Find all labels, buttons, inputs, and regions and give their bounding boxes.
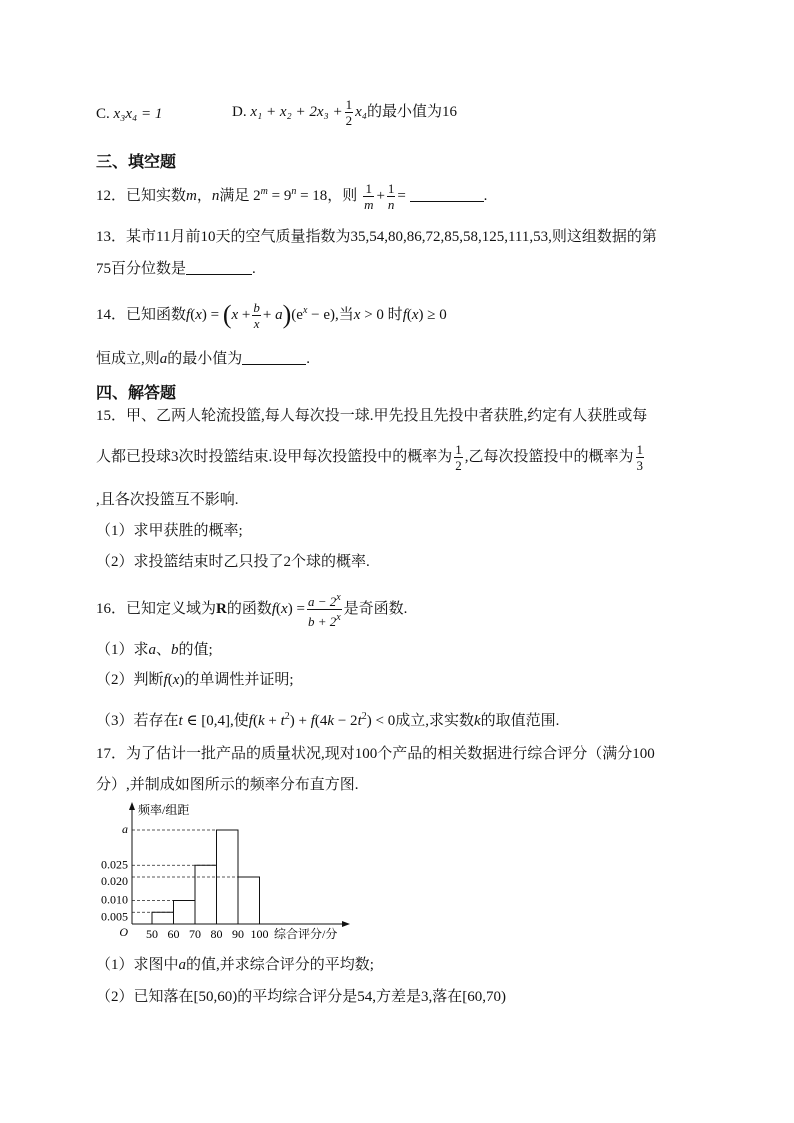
x-tick-label-80: 80 <box>210 927 223 941</box>
question-16-sub2: （2）判断f(x)的单调性并证明; <box>96 672 294 688</box>
section-title-fill-blank: 三、填空题 <box>96 154 177 171</box>
question-17-sub2: （2）已知落在[50,60)的平均综合评分是54,方差是3,落在[60,70) <box>96 989 507 1005</box>
question-15-line3: ,且各次投篮互不影响. <box>96 492 239 508</box>
x-axis-title: 综合评分/分 <box>274 927 338 941</box>
question-17-line2: 分）,并制成如图所示的频率分布直方图. <box>96 777 359 793</box>
fraction-half: $\frac{1}{2}$ <box>345 97 353 128</box>
x-tick-label-90: 90 <box>232 927 244 941</box>
question-16-sub1: （1）求a、b的值; <box>96 642 213 658</box>
y-tick-label-0.005: 0.005 <box>101 909 128 924</box>
question-13-line2: 75百分位数是 . <box>96 261 256 277</box>
histogram-bar-[70,80) <box>195 865 217 924</box>
question-15-sub2: （2）求投篮结束时乙只投了2个球的概率. <box>96 554 370 570</box>
question-15-sub1: （1）求甲获胜的概率; <box>96 523 243 539</box>
question-15-line2: 人都已投球3次时投篮结束.设甲每次投篮投中的概率为 $\frac{1}{2}$ ,乙每次投篮投中的概率为 $\frac{1}{3}$ <box>96 442 644 473</box>
section-title-answers: 四、解答题 <box>96 385 177 402</box>
question-16-line1: 16．已知定义域为R的函数f(x) = $\frac{a - 2^x}{b + 2^x}$ 是奇函数. <box>96 592 408 629</box>
answer-blank-13[interactable] <box>186 260 252 275</box>
histogram-bar-[50,60) <box>152 912 174 924</box>
x-axis-arrow <box>342 921 350 927</box>
histogram-bar-[90,100] <box>238 877 260 924</box>
fraction-one-third: $\frac{1}{3}$ <box>636 442 644 473</box>
answer-blank-14[interactable] <box>242 350 306 365</box>
x-tick-label-100: 100 <box>250 927 269 941</box>
x-tick-label-60: 60 <box>167 927 180 941</box>
question-15-line1: 15．甲、乙两人轮流投篮,每人每次投一球.甲先投且先投中者获胜,约定有人获胜或每 <box>96 408 648 424</box>
fraction-1-n: $\frac{1}{n}$ <box>387 181 395 213</box>
question-14-line2: 恒成立,则a的最小值为 . <box>96 351 311 367</box>
origin-label: O <box>119 925 128 939</box>
y-tick-label-0.010: 0.010 <box>101 892 128 907</box>
x-tick-label-50: 50 <box>146 927 158 941</box>
fraction-1-m: $\frac{1}{m}$ <box>364 181 374 213</box>
y-axis-title: 频率/组距 <box>138 803 190 817</box>
question-17-line1: 17．为了估计一批产品的质量状况,现对100个产品的相关数据进行综合评分（满分100 <box>96 746 655 762</box>
y-tick-label-0.025: 0.025 <box>101 857 128 872</box>
y-axis-arrow <box>129 802 135 810</box>
option-c: C. x₃x₄ = 1 <box>96 106 163 122</box>
fraction-one-half: $\frac{1}{2}$ <box>455 442 462 473</box>
fraction-b-x: $\frac{b}{x}$ <box>253 300 260 332</box>
question-13-line1: 13．某市11月前10天的空气质量指数为35,54,80,86,72,85,58,125,111,53,则这组数据的第 <box>96 229 657 245</box>
x-tick-label-70: 70 <box>189 927 201 941</box>
frequency-histogram <box>96 800 366 950</box>
y-tick-label-a: a <box>122 822 128 836</box>
fraction-odd-function: $\frac{a - 2^x}{b + 2^x}$ <box>307 592 341 629</box>
histogram-bar-[60,70) <box>174 901 196 925</box>
y-tick-label-0.020: 0.020 <box>101 874 128 888</box>
question-14-line1: 14．已知函数f(x) = (x + $\frac{b}{x}$ + $a)(e^x - e)$,当x > 0 时f(x) ≥ 0 <box>96 300 447 332</box>
option-d: D. x₁ + x₂ + 2x₃ + $\frac{1}{2}$ x₄的最小值为16 <box>232 97 457 128</box>
answer-blank-12[interactable] <box>410 187 484 202</box>
question-17-sub1: （1）求图中a的值,并求综合评分的平均数; <box>96 957 374 973</box>
question-12: 12．已知实数m，n满足 $2^m = 9^n = 18$，则 $\frac{1}{m}$ + $\frac{1}{n}$ = . <box>96 181 488 213</box>
question-16-sub3: （3）若存在t ∈ [0,4],使$f(k + t^2) + f(4k - 2t^2) < 0$成立,求实数k的取值范围. <box>96 711 560 729</box>
